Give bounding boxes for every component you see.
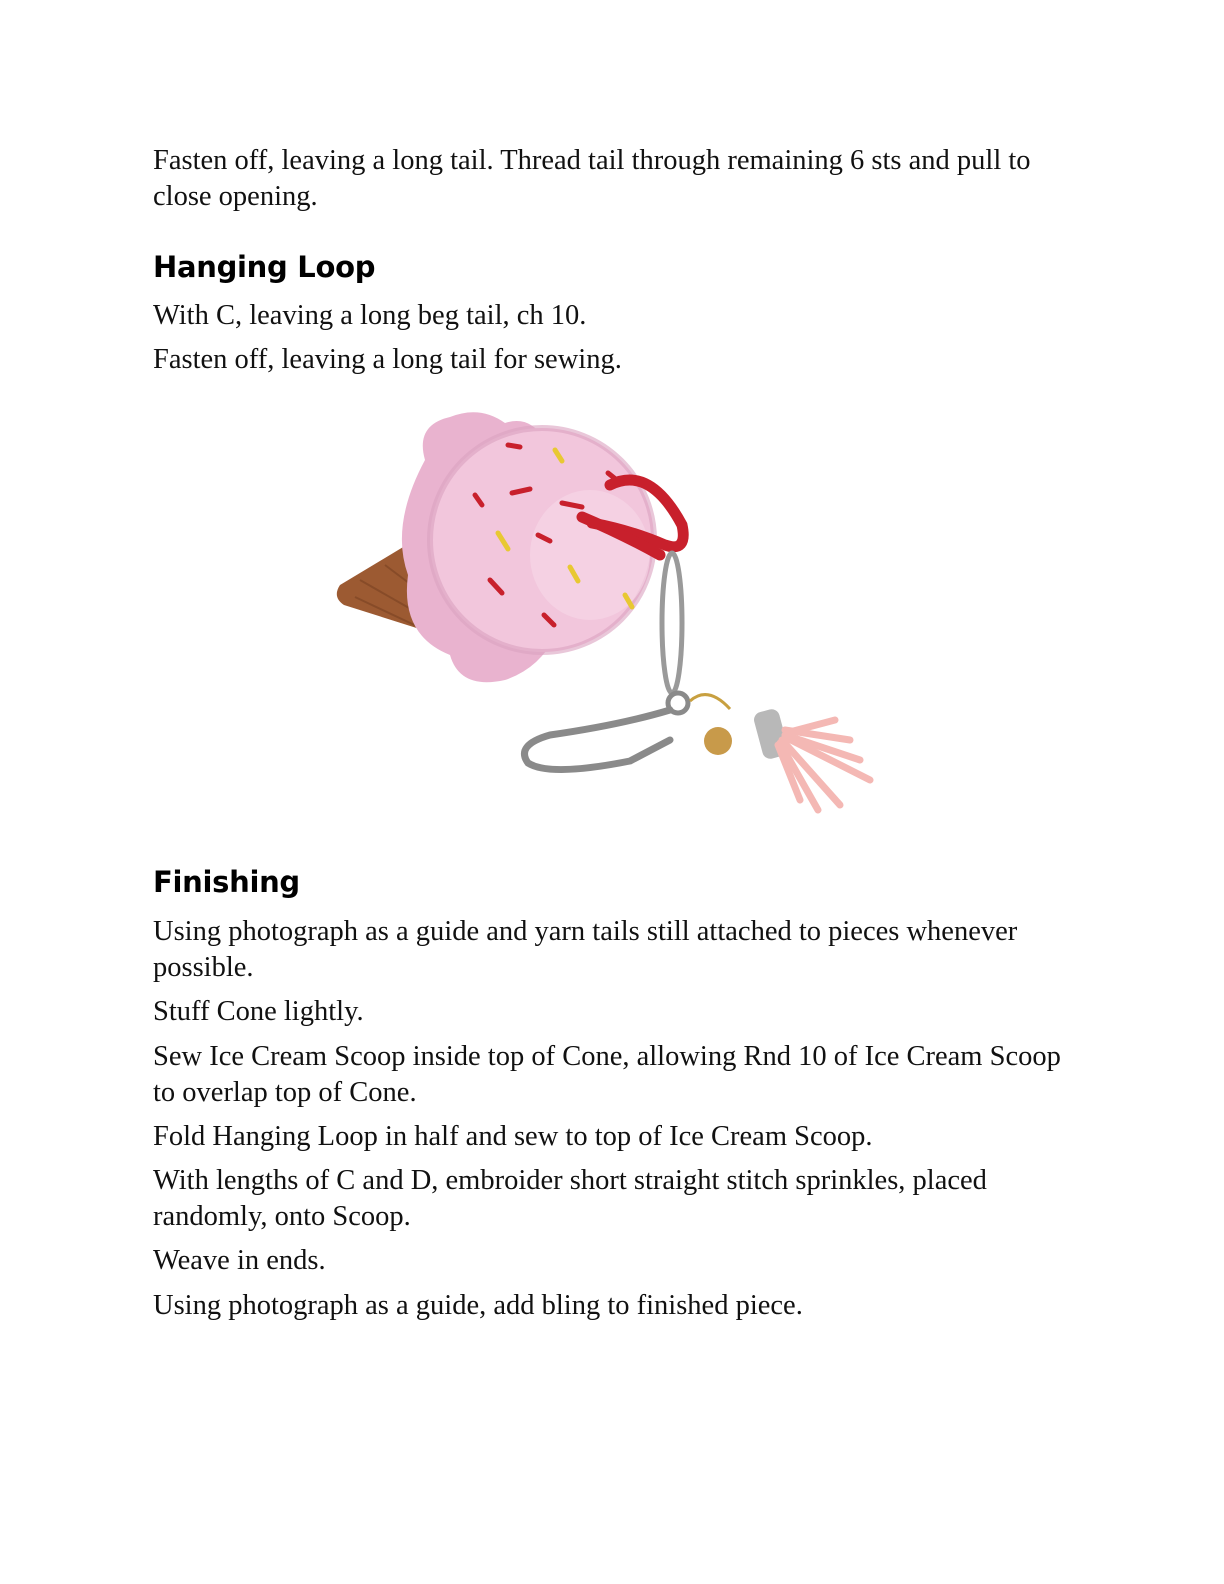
heart-charm xyxy=(704,727,732,755)
hanging-loop-step-2: Fasten off, leaving a long tail for sewing. xyxy=(153,344,622,375)
finishing-step-4: Fold Hanging Loop in half and sew to top of Ice Cream Scoop. xyxy=(153,1121,873,1152)
hanging-loop-heading: Hanging Loop xyxy=(153,250,376,284)
tassel-strands xyxy=(778,720,870,810)
key-ring xyxy=(662,553,682,693)
hanging-loop-step-1: With C, leaving a long beg tail, ch 10. xyxy=(153,300,587,331)
finishing-step-7: Using photograph as a guide, add bling to finished piece. xyxy=(153,1290,803,1321)
finishing-heading: Finishing xyxy=(153,865,300,899)
intro-paragraph: Fasten off, leaving a long tail. Thread tail through remaining 6 sts and pull to close opening. xyxy=(153,145,1031,212)
ice-cream-keychain-photo xyxy=(330,405,890,830)
finishing-step-6: Weave in ends. xyxy=(153,1245,326,1276)
finishing-step-3: Sew Ice Cream Scoop inside top of Cone, allowing Rnd 10 of Ice Cream Scoop to overlap top of Cone. xyxy=(153,1041,1061,1108)
finishing-step-1: Using photograph as a guide and yarn tails still attached to pieces whenever possible. xyxy=(153,916,1018,983)
finishing-step-2: Stuff Cone lightly. xyxy=(153,996,364,1027)
finishing-step-5: With lengths of C and D, embroider short straight stitch sprinkles, placed randomly, onto Scoop. xyxy=(153,1165,987,1232)
lobster-clasp xyxy=(524,710,670,770)
